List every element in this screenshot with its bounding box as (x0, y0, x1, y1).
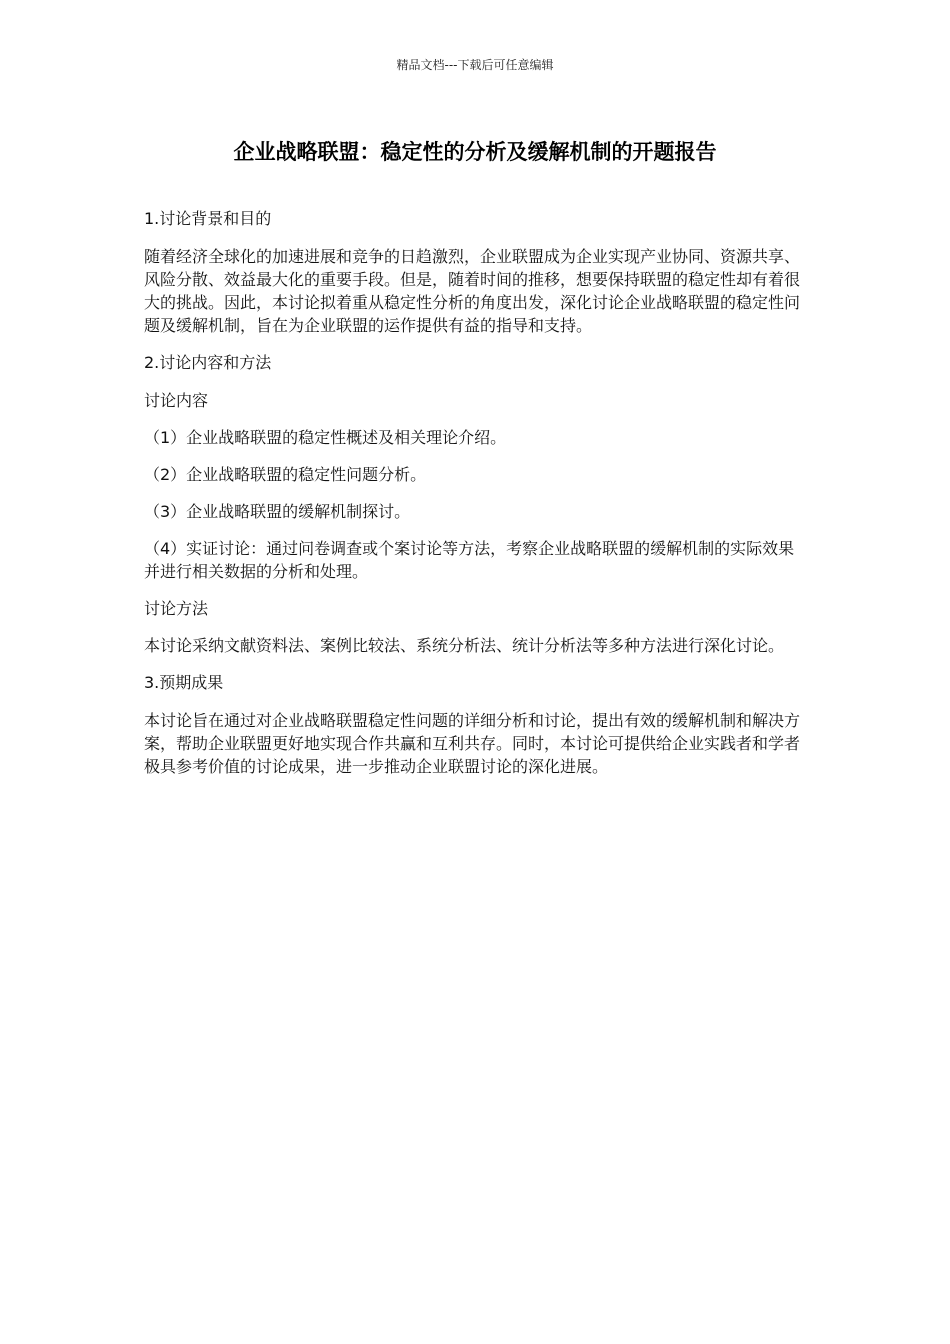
section-1-heading: 1.讨论背景和目的 (144, 209, 272, 228)
content-label: 讨论内容 (144, 391, 209, 410)
section-3-paragraph: 本讨论旨在通过对企业战略联盟稳定性问题的详细分析和讨论，提出有效的缓解机制和解决方案，帮助企业联盟更好地实现合作共赢和互利共存。同时，本讨论可提供给企业实践者和学者极具参考价值的讨论成果，进一步推动企业联盟讨论的深化进展。 (144, 711, 801, 776)
content-item-1: （1）企业战略联盟的稳定性概述及相关理论介绍。 (144, 428, 507, 447)
method-label: 讨论方法 (144, 599, 209, 618)
content-item-4: （4）实证讨论：通过问卷调查或个案讨论等方法，考察企业战略联盟的缓解机制的实际效果并进行相关数据的分析和处理。 (144, 539, 795, 581)
header-note: 精品文档---下载后可任意编辑 (396, 58, 554, 72)
document-title: 企业战略联盟：稳定性的分析及缓解机制的开题报告 (233, 140, 717, 164)
content-item-3: （3）企业战略联盟的缓解机制探讨。 (144, 502, 411, 521)
method-paragraph: 本讨论采纳文献资料法、案例比较法、系统分析法、统计分析法等多种方法进行深化讨论。 (144, 636, 785, 655)
content-item-2: （2）企业战略联盟的稳定性问题分析。 (144, 465, 427, 484)
section-3-heading: 3.预期成果 (144, 673, 224, 692)
section-2-heading: 2.讨论内容和方法 (144, 353, 272, 372)
document-body (144, 207, 810, 792)
section-1-paragraph: 随着经济全球化的加速进展和竞争的日趋激烈，企业联盟成为企业实现产业协同、资源共享、风险分散、效益最大化的重要手段。但是，随着时间的推移，想要保持联盟的稳定性却有着很大的挑战。因此，本讨论拟着重从稳定性分析的角度出发，深化讨论企业战略联盟的稳定性问题及缓解机制，旨在为企业联盟的运作提供有益的指导和支持。 (144, 247, 801, 335)
